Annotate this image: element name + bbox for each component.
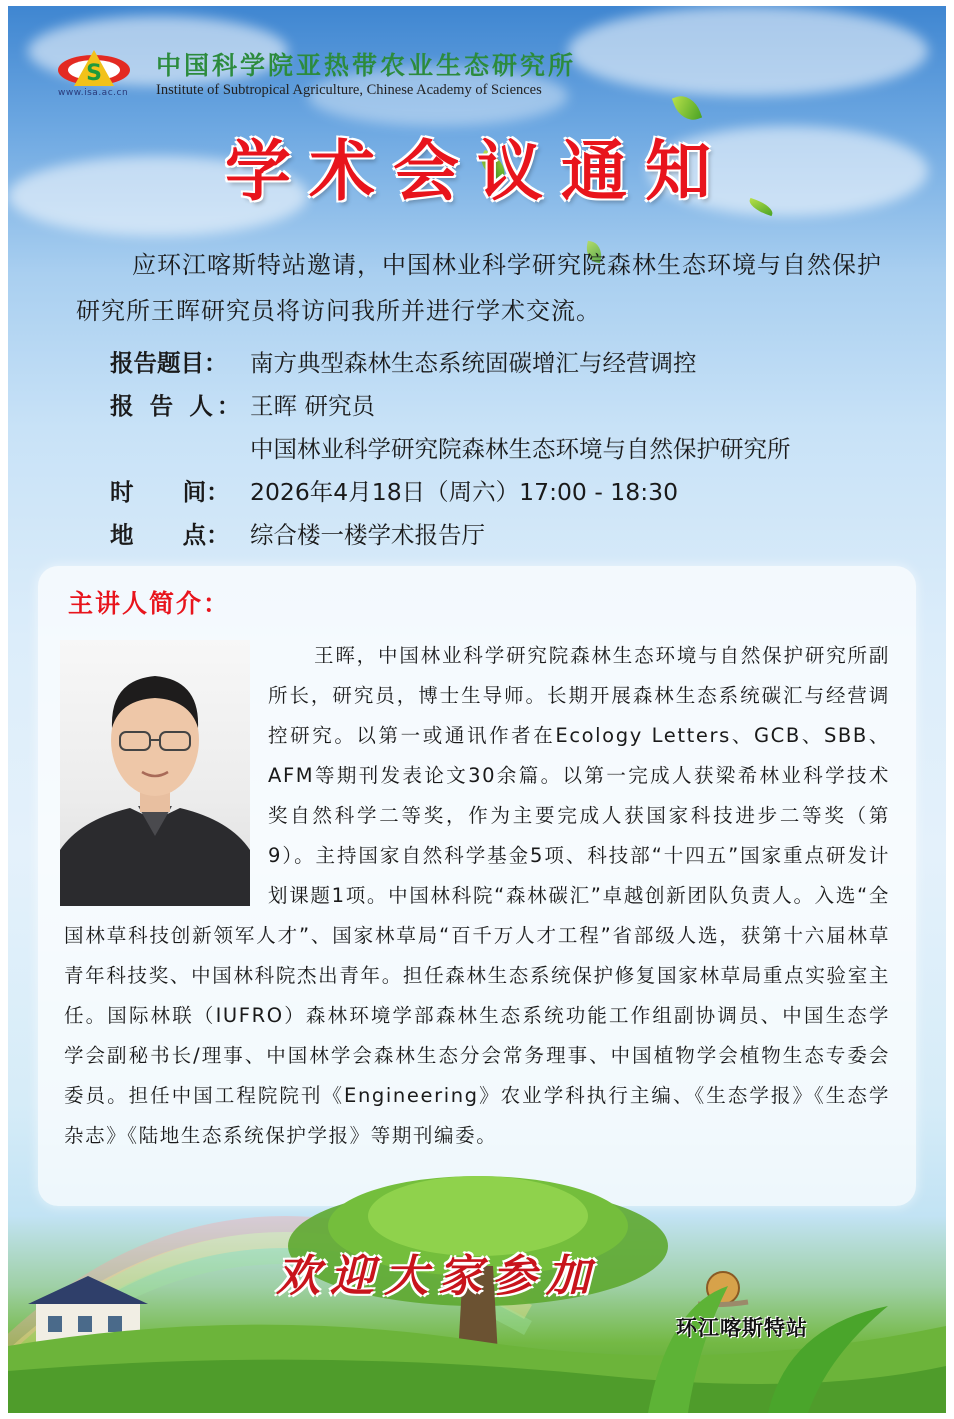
poster bbox=[8, 6, 946, 1413]
topic-value: 南方典型森林生态系统固碳增汇与经营调控 bbox=[250, 349, 697, 377]
place-value: 综合楼一楼学术报告厅 bbox=[250, 521, 485, 549]
speaker-value: 王晖 研究员 bbox=[250, 392, 375, 420]
speaker-label: 报 告 人： bbox=[110, 392, 245, 420]
institute-name-en: Institute of Subtropical Agriculture, Chinese Academy of Sciences bbox=[156, 82, 542, 98]
speaker-bio-card bbox=[38, 566, 916, 1206]
organizer-text: 环江喀斯特站 bbox=[676, 1316, 808, 1340]
photo-spacer bbox=[64, 636, 254, 900]
bio-heading: 主讲人简介： bbox=[68, 589, 231, 618]
welcome-text: 欢迎大家参加 bbox=[276, 1251, 600, 1302]
time-value: 2026年4月18日（周六）17:00 - 18:30 bbox=[250, 478, 679, 506]
svg-text:S: S bbox=[86, 61, 102, 86]
page-title: 学术会议通知 bbox=[225, 133, 729, 210]
time-label: 时 间： bbox=[110, 478, 230, 506]
site-url: www.isa.ac.cn bbox=[58, 88, 129, 98]
institute-name-cn: 中国科学院亚热带农业生态研究所 bbox=[156, 51, 577, 80]
intro-paragraph bbox=[76, 242, 896, 334]
speaker-affiliation: 中国林业科学研究院森林生态环境与自然保护研究所 bbox=[250, 435, 791, 463]
topic-label: 报告题目： bbox=[110, 349, 228, 377]
intro-text: 应环江喀斯特站邀请，中国林业科学研究院森林生态环境与自然保护研究所王晖研究员将访问我所并进行学术交流。 bbox=[76, 251, 882, 325]
bio-text: 王晖，中国林业科学研究院森林生态环境与自然保护研究所副所长，研究员，博士生导师。长期开展森林生态系统碳汇与经营调控研究。以第一或通讯作者在Ecology Letters、GCB、SBB、AFM等期刊发表论文30余篇。以第一完成人获梁希林业科学技术奖自然科学二等奖，作为主要完成人获国家科技进步二等奖（第9）。主持国家自然科学基金5项、科技部“十四五”国家重点研发计划课题1项。中国林科院“森林碳汇”卓越创新团队负责人。入选“全国林草科技创新领军人才”、国家林草局“百千万人才工程”省部级人选，获第十六届林草青年科技奖、中国林科院杰出青年。担任森林生态系统保护修复国家林草局重点实验室主任。国际林联（IUFRO）森林环境学部森林生态系统功能工作组副协调员、中国生态学学会副秘书长/理事、中国林学会森林生态分会常务理事、中国植物学会植物生态专委会委员。担任中国工程院院刊《Engineering》农业学科执行主编、《生态学报》《生态学杂志》《陆地生态系统保护学报》等期刊编委。 bbox=[64, 644, 890, 1147]
place-label: 地 点： bbox=[110, 521, 230, 549]
header bbox=[56, 42, 656, 106]
bio-body bbox=[64, 636, 890, 1156]
